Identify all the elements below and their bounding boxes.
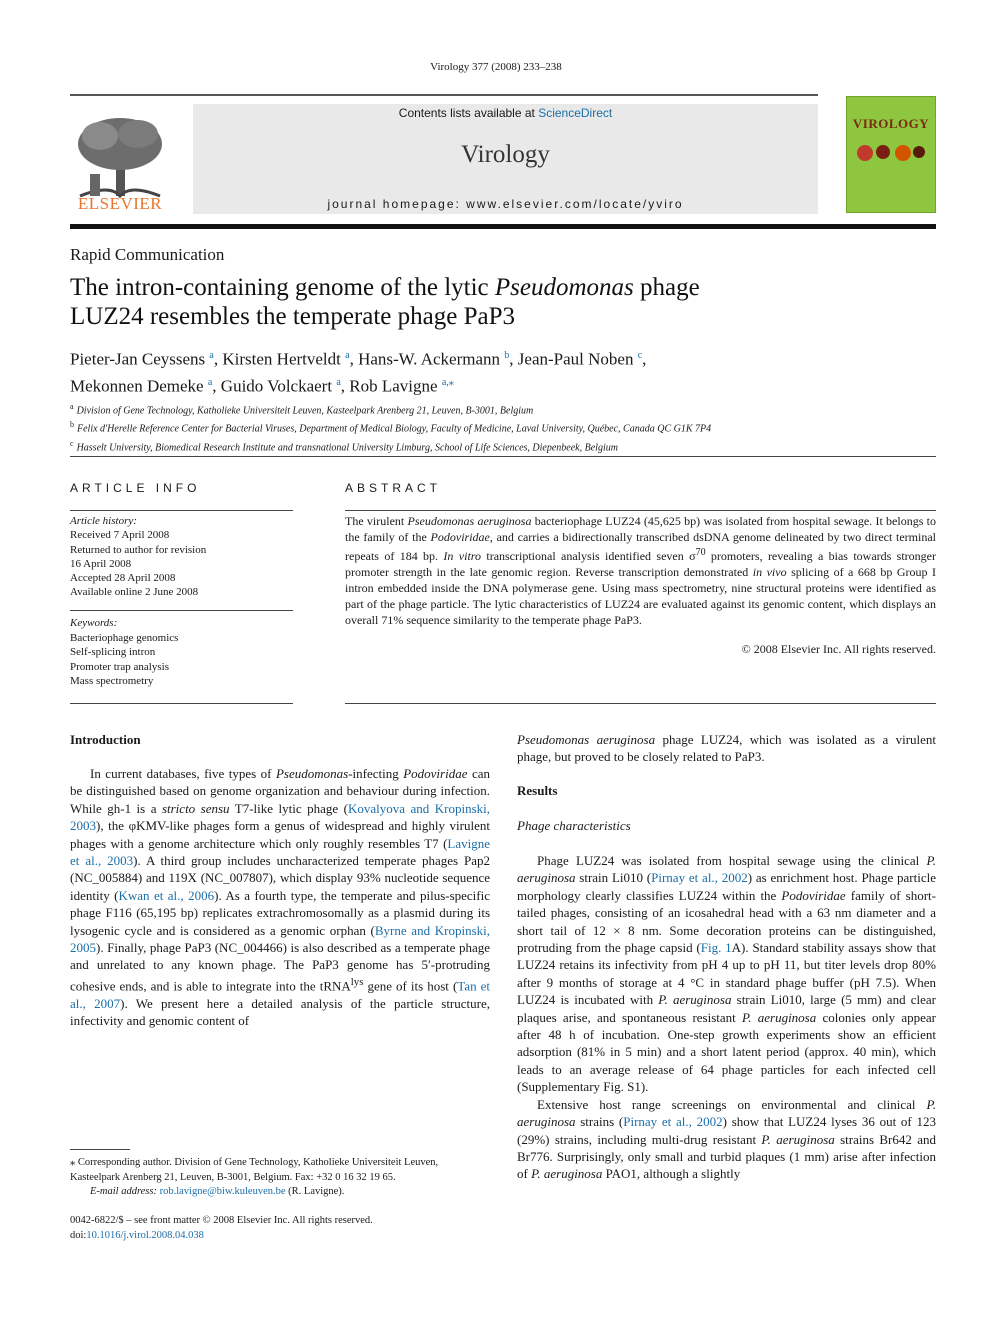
keyword: Self-splicing intron [70,646,156,658]
affiliations [70,400,950,455]
keyword: Bacteriophage genomics [70,631,179,644]
article-history: Article history: Received 7 April 2008 Returned to author for revision 16 April 2008 Accepted 28 April 2008 Available online 2 June 2008 [70,515,207,599]
divider [70,510,293,511]
author: Rob Lavigne [349,376,438,396]
affiliation: $^c$ Hasselt University, Biomedical Research Institute and transnational University Limburg, School of Life Sciences, Diepenbeek, Belgium [70,438,618,453]
citation-link[interactable]: Kwan et al., 2006 [118,887,215,903]
author: Jean-Paul Noben [517,349,634,369]
section-type: Rapid Communication [70,245,225,264]
author: Guido Volckaert [220,376,333,396]
affiliation: $^b$ Felix d'Herelle Reference Center for Bacterial Viruses, Department of Medical Biology, Faculty of Medicine, Laval University, Québec, Canada QC G1K 7P4 [70,420,712,435]
divider [345,510,936,511]
divider [70,610,293,611]
sciencedirect-link[interactable]: ScienceDirect [538,106,613,120]
elsevier-wordmark: ELSEVIER [77,194,163,213]
doi-link[interactable]: 10.1016/j.virol.2008.04.038 [86,1229,204,1241]
author: Hans-W. Ackermann [358,349,501,369]
author: Kirsten Hertveldt [222,349,341,369]
results-paragraph: Phage LUZ24 was isolated from hospital sewage using the clinical P. aeruginosa strain Li010 (Pirnay et al., 2002) as enrichment host. Phage particle morphology clearly classifies LUZ24 within the Podoviridae family of short-tailed phages, consisting of an icosahedral head with a 63 nm diameter and a short tail of 12 × 8 nm. Some decoration proteins can be distinguished, protruding from the phage capsid (Fig. 1A). Standard stability assays show that LUZ24 retains its infectivity from pH 4 up to pH 11, but titer levels drop 80% after 9 months of storage at 4 °C in standard phage buffer (pH 7.5). When LUZ24 is incubated with P. aeruginosa strain Li010, large (5 mm) and clear plaques arise, and spontaneous resistant P. aeruginosa colonies only appear after 48 h of incubation. One-step growth experiments show an efficient adsorption (81% in 5 min) and a short latent period (approx. 40 min), which leads to an average release of 64 phage particles for each infected cell (Supplementary Fig. S1). Extensive host range screenings on environmental and clinical P. aeruginosa strains (Pirnay et al., 2002) show that LUZ24 lyses 36 out of 123 (29%) strains, including multi-drug resistant P. aeruginosa strains Br642 and Br776. Surprisingly, only small and turbid plaques (1 mm) arise after infection of P. aeruginosa PAO1, although a slightly [517,853,937,1182]
keyword: Promoter trap analysis [70,660,169,673]
copyright: © 2008 Elsevier Inc. All rights reserved. [741,642,936,656]
citation-link[interactable]: Tan et al., 2007 [70,978,491,1011]
divider [70,703,293,704]
front-matter: 0042-6822/$ – see front matter © 2008 Elsevier Inc. All rights reserved. doi:10.1016/j.virol.2008.04.038 [70,1215,373,1241]
abstract-heading: ABSTRACT [345,481,442,495]
citation-link[interactable]: Lavigne et al., 2003 [70,835,490,869]
abstract-text: The virulent Pseudomonas aeruginosa bacteriophage LUZ24 (45,625 bp) was isolated from hospital sewage. It belongs to the family of the Podoviridae, and carries a bidirectionally transcribed dsDNA genome delineated by two direct terminal repeats of 184 bp. In vitro transcriptional analysis identified seven $\sigma^{70}$ promoters, revealing a bias towards stronger promoter strength in the late genomic region. Reverse transcription demonstrated in vivo splicing of a 668 bp Group I intron embedded inside the DNA polymerase gene. Using mass spectrometry, nine structural proteins were identified as part of the phage particle. The lytic characteristics of LUZ24 are evaluated against its genomic content, which displays an overall 71% sequence similarity to the temperate phage PaP3. [345,514,937,627]
citation-link[interactable]: Byrne and Kropinski, 2005 [70,922,490,956]
introduction-paragraph: In current databases, five types of Pseudomonas-infecting Podoviridae can be distinguished based on genome organization and behaviour during infection. While gh-1 is a stricto sensu T7-like lytic phage (Kovalyova and Kropinski, 2003), the φKMV-like phages form a genus of widespread and highly virulent phages with a genome architecture which only roughly resembles T7 (Lavigne et al., 2003). A third group includes uncharacterized temperate phages Pap2 (NC_005884) and 119X (NC_007807), which display 93% nucleotide sequence identity (Kwan et al., 2006). As a fourth type, the temperate and pilus-specific phage F116 (65,195 bp) replicates extrachromosomally as a plasmid during its lysogenic cycle and is considered as a genomic orphan (Byrne and Kropinski, 2005). Finally, phage PaP3 (NC_004466) is also described as a temperate phage and unrelated to any known phage. The PaP3 genome has 5′-protruding cohesive ends, and is able to integrate into the tRNA$^{lys}$ gene of its host (Tan et al., 2007). We present here a detailed analysis of the particle structure, infectivity and genomic content of [70,766,491,1029]
journal-citation: Virology 377 (2008) 233–238 [430,61,562,73]
author: Mekonnen Demeke [70,376,204,396]
footnote-rule [70,1149,130,1150]
citation-link[interactable]: Kovalyova and Kropinski, 2003 [70,800,490,834]
journal-homepage[interactable]: journal homepage: www.elsevier.com/locate/yviro [327,197,684,211]
introduction-heading: Introduction [70,732,141,747]
subsection-heading: Phage characteristics [517,818,631,833]
author: Pieter-Jan Ceyssens [70,349,206,369]
header-thick-rule [70,224,936,229]
divider [345,703,936,704]
cover-virus-art [853,140,929,166]
affiliation: $^a$ Division of Gene Technology, Katholieke Universiteit Leuven, Kasteelpark Arenberg 21, Leuven, B-3001, Belgium [70,402,534,417]
contents-prefix: Contents lists available at [398,106,539,120]
email-link[interactable]: rob.lavigne@biw.kuleuven.be [159,1186,286,1197]
divider [70,456,936,457]
keywords: Keywords: Bacteriophage genomics Self-splicing intron Promoter trap analysis Mass spectrometry [70,616,293,689]
citation-link[interactable]: Pirnay et al., 2002 [651,870,748,886]
article-info-heading: ARTICLE INFO [70,481,201,495]
results-heading: Results [517,783,558,798]
intro-continuation: Pseudomonas aeruginosa phage LUZ24, which was isolated as a virulent phage, but proved to be closely related to PaP3. [517,732,937,765]
author-list: Pieter-Jan Ceyssens $^a$, Kirsten Hertveldt $^a$, Hans-W. Ackermann $^b$, Jean-Paul Noben $^c$, Mekonnen Demeke $^a$, Guido Volckaert $^a$, Rob Lavigne $^{a,⁎}$ [70,349,647,396]
header-rule [70,94,818,96]
corresponding-author-footnote: ⁎ Corresponding author. Division of Gene Technology, Katholieke Universiteit Leuven, Kasteelpark Arenberg 21, Leuven, B-3001, Belgium. Fax: +32 0 16 32 19 65. E-mail address: rob.lavigne@biw.kuleuven.be (R. Lavigne). [70,1157,439,1197]
keyword: Mass spectrometry [70,675,154,687]
figure-link[interactable]: Fig. 1 [700,940,732,956]
journal-name: Virology [461,141,550,168]
cover-title: VIROLOGY [852,116,930,131]
contents-line [193,106,818,120]
citation-link[interactable]: Pirnay et al., 2002 [623,1114,723,1130]
article-title: The intron-containing genome of the lytic Pseudomonas phage LUZ24 resembles the temperate phage PaP3 [70,274,700,330]
